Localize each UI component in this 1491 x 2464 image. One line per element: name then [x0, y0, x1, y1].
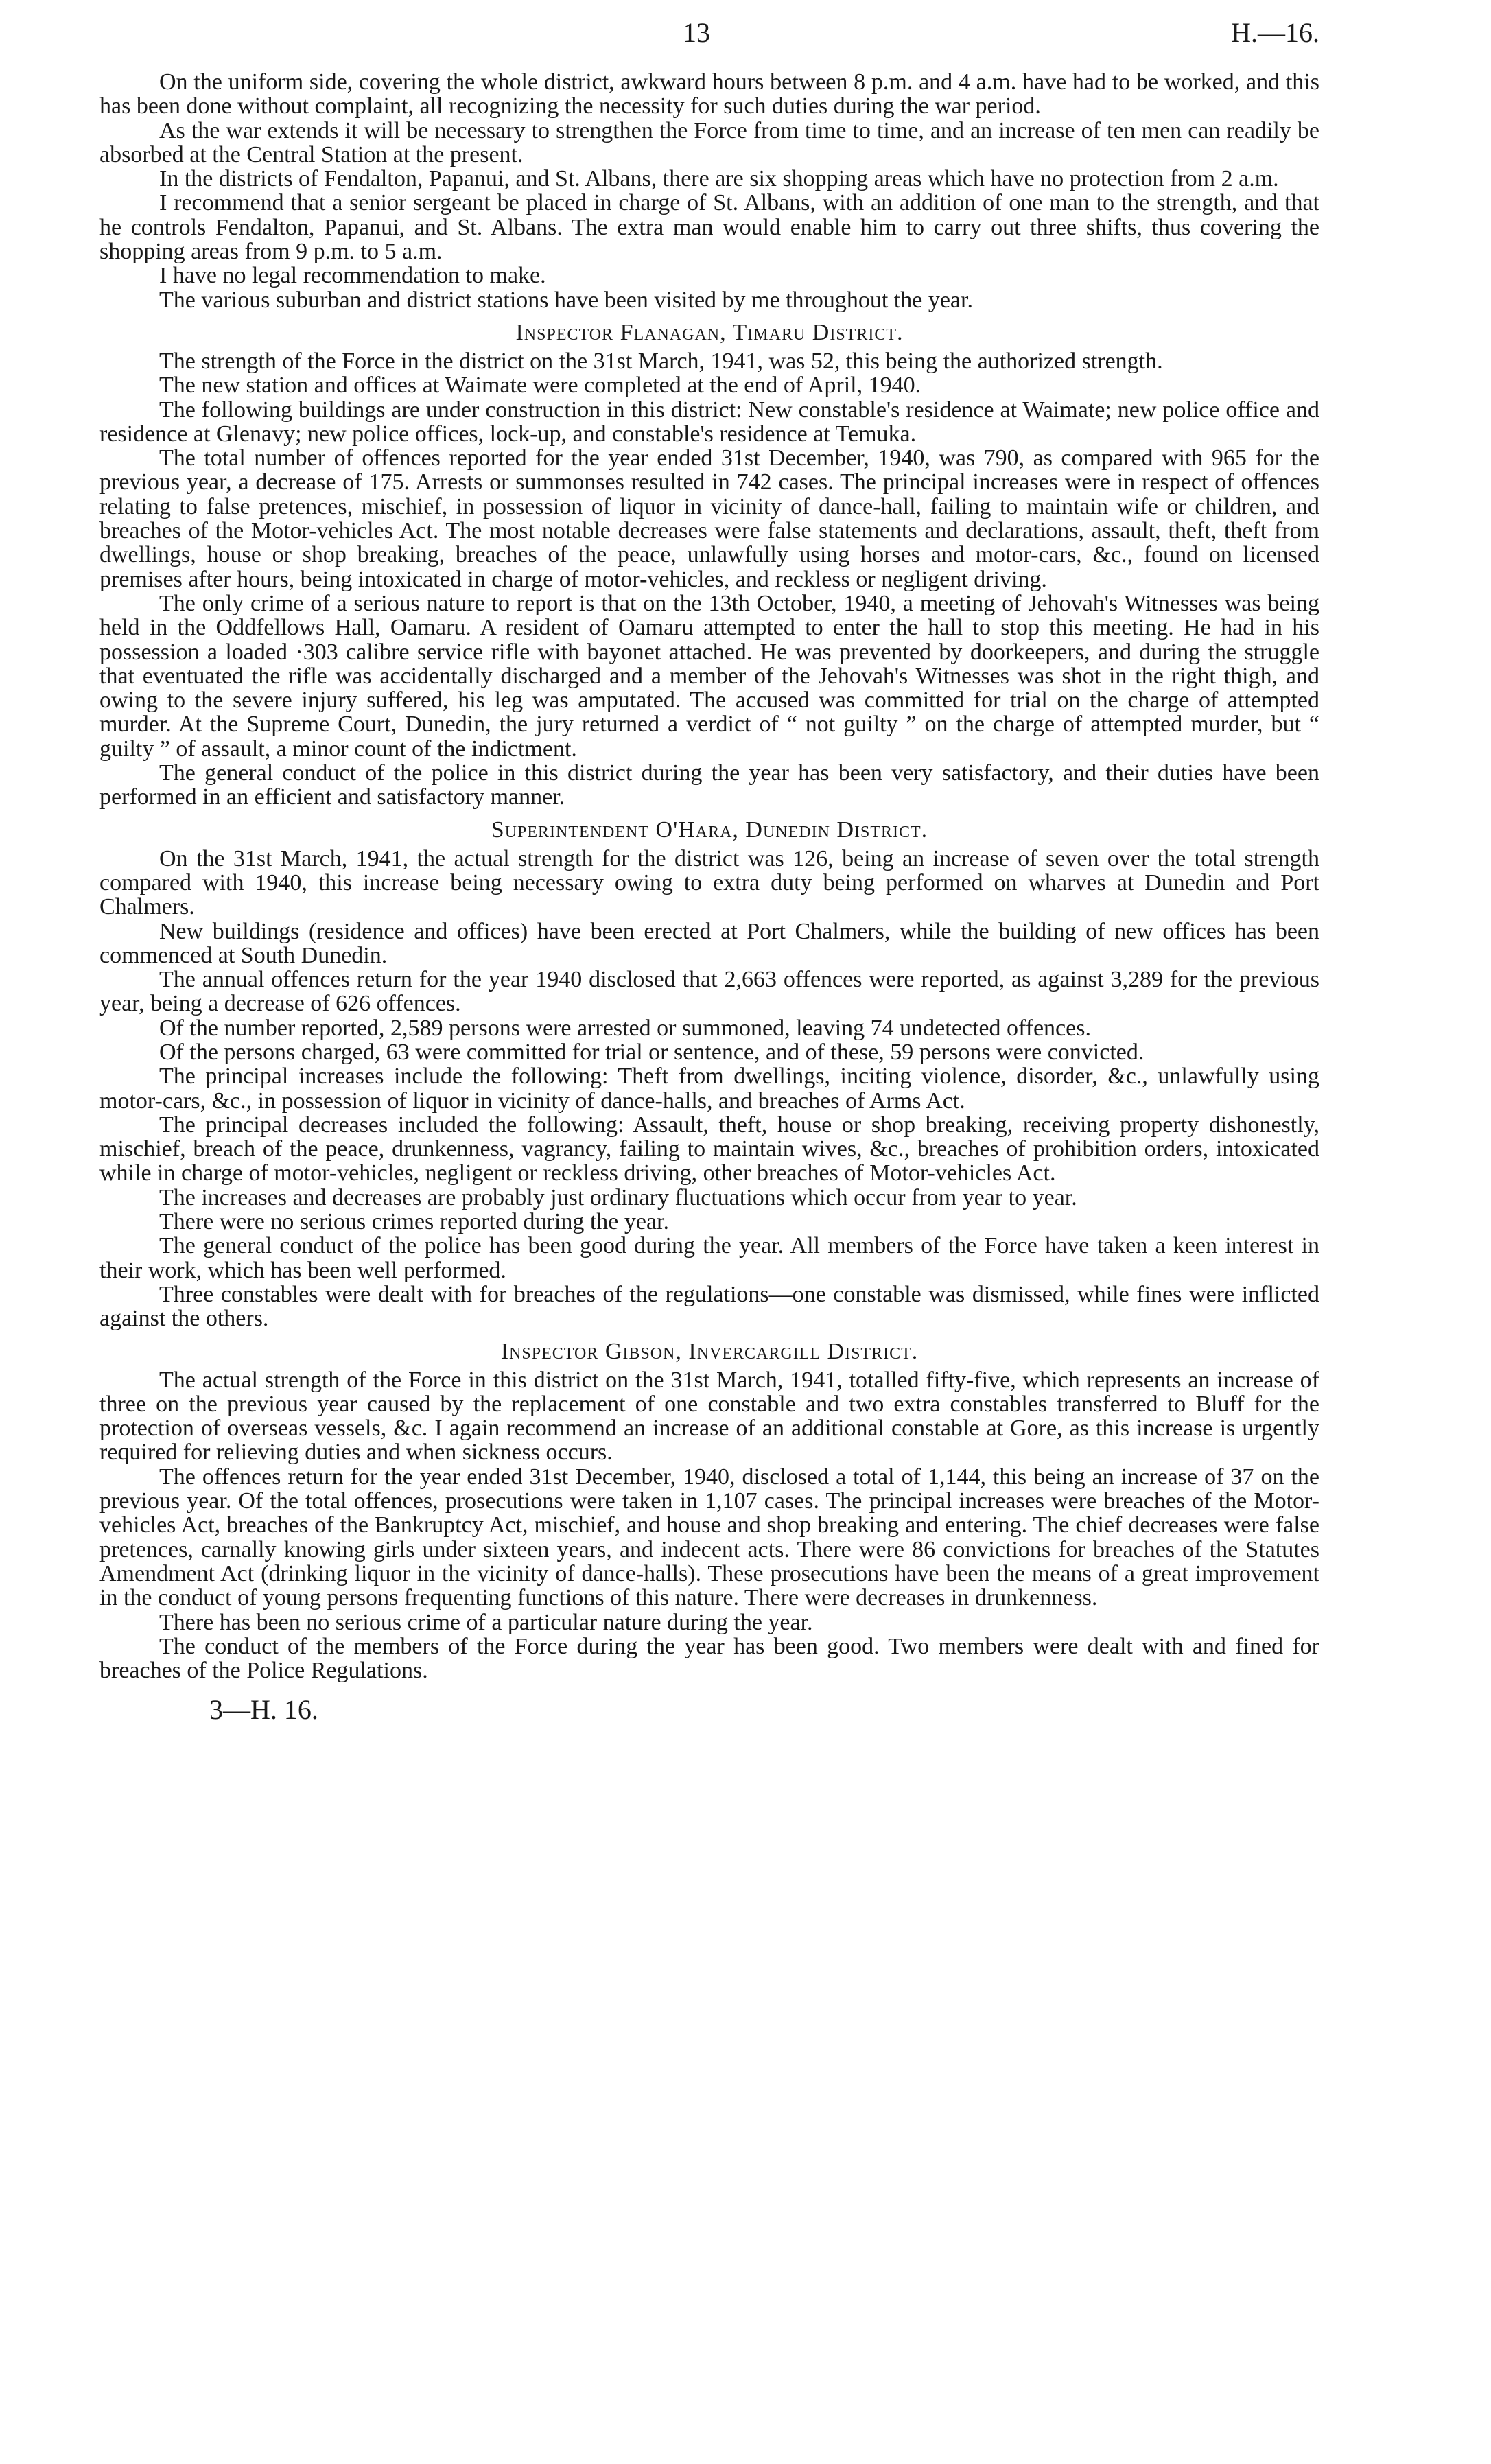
paragraph: The only crime of a serious nature to report is that on the 13th October, 1940, a meeting of Jehovah's Witnesses was being held in the Oddfellows Hall, Oamaru. A resident of Oamaru attempted to enter the hall to stop this meeting. He had in his possession a loaded ·303 calibre service rifle with bayonet attached. He was prevented by doorkeepers, and during the struggle that eventuated the rifle was accidentally discharged and a member of the Jehovah's Witnesses was shot in the right thigh, and owing to the severe injury suffered, his leg was amputated. The accused was committed for trial on the charge of attempted murder. At the Supreme Court, Dunedin, the jury returned a verdict of “ not guilty ” on the charge of attempted murder, but “ guilty ” of assault, a minor count of the indictment.	[99, 590, 1319, 762]
paragraph: New buildings (residence and offices) have been erected at Port Chalmers, while the building of new offices has been commenced at South Dunedin.	[99, 918, 1319, 968]
paragraph: Of the number reported, 2,589 persons were arrested or summoned, leaving 74 undetected offences.	[159, 1015, 1091, 1041]
section-heading: Inspector Gibson, Invercargill District.	[500, 1338, 919, 1364]
page-number: 13	[683, 17, 710, 48]
paragraph: The principal increases include the following: Theft from dwellings, inciting violence, disorder, &c., unlawfully using motor-cars, &c., in possession of liquor in vicinity of dance-halls, and breaches of Arms Act.	[99, 1064, 1319, 1114]
paragraph: On the uniform side, covering the whole district, awkward hours between 8 p.m. and 4 a.m. have had to be worked, and this has been done without complaint, all recognizing the necessity for such duties during the war period.	[99, 69, 1319, 119]
paragraph: Three constables were dealt with for breaches of the regulations—one constable was dismissed, while fines were inflicted against the others.	[99, 1281, 1319, 1332]
page-header	[99, 17, 1319, 70]
paragraph: The following buildings are under construction in this district: New constable's residence at Waimate; new police office and residence at Glenavy; new police offices, lock-up, and constable's residence at Temuka.	[99, 397, 1319, 447]
paragraph: The conduct of the members of the Force during the year has been good. Two members were dealt with and fined for breaches of the Police Regulations.	[99, 1633, 1319, 1684]
page-footer-signature: 3—H. 16.	[209, 1694, 318, 1726]
paragraph: The annual offences return for the year 1940 disclosed that 2,663 offences were reported, as against 3,289 for the previous year, being a decrease of 626 offences.	[99, 967, 1319, 1017]
paragraph: The offences return for the year ended 31st December, 1940, disclosed a total of 1,144, this being an increase of 37 on the previous year. Of the total offences, prosecutions were taken in 1,107 cases. The principal increases were breaches of the Motor-vehicles Act, breaches of the Bankruptcy Act, mischief, and house and shop breaking and entering. The chief decreases were false pretences, carnally knowing girls under sixteen years, and indecent acts. There were 86 convictions for breaches of the Statutes Amendment Act (drinking liquor in the vicinity of dance-halls). These prosecutions have been the means of a great improvement in the conduct of young persons frequenting functions of this nature. There were decreases in drunkenness.	[99, 1464, 1319, 1611]
section-invercargill	[99, 1339, 1319, 1683]
paragraph: The principal decreases included the following: Assault, theft, house or shop breaking, receiving property dishonestly, mischief, breach of the peace, drunkenness, vagrancy, failing to maintain wives, &c., breaches of prohibition orders, intoxicated while in charge of motor-vehicles, negligent or reckless driving, other breaches of Motor-vehicles Act.	[99, 1112, 1319, 1186]
section-heading: Superintendent O'Hara, Dunedin District.	[491, 817, 928, 843]
paragraph: As the war extends it will be necessary to strengthen the Force from time to time, and an increase of ten men can readily be absorbed at the Central Station at the present.	[99, 117, 1319, 167]
paragraph: I have no legal recommendation to make.	[159, 263, 546, 289]
paragraph: The actual strength of the Force in this district on the 31st March, 1941, totalled fifty-five, which represents an increase of three on the previous year caused by the replacement of one constable and two extra constables transferred to Bluff for the protection of overseas vessels, &c. I again recommend an increase of an additional constable at Gore, as this increase is urgently required for relieving duties and when sickness occurs.	[99, 1367, 1319, 1466]
paragraph: The increases and decreases are probably just ordinary fluctuations which occur from year to year.	[159, 1184, 1077, 1210]
paragraph: The various suburban and district stations have been visited by me throughout the year.	[159, 287, 973, 313]
paragraph: Of the persons charged, 63 were committed for trial or sentence, and of these, 59 persons were convicted.	[159, 1039, 1144, 1065]
paragraph: The strength of the Force in the district on the 31st March, 1941, was 52, this being the authorized strength.	[159, 348, 1163, 374]
paragraph: There were no serious crimes reported during the year.	[159, 1209, 669, 1235]
document-reference: H.—16.	[1231, 17, 1319, 48]
paragraph: There has been no serious crime of a particular nature during the year.	[159, 1609, 813, 1635]
section-timaru	[99, 320, 1319, 810]
intro-block	[99, 70, 1319, 312]
paragraph: I recommend that a senior sergeant be placed in charge of St. Albans, with an addition of one man to the strength, and that he controls Fendalton, Papanui, and St. Albans. The extra man would enable him to carry out three shifts, thus covering the shopping areas from 9 p.m. to 5 a.m.	[99, 190, 1319, 265]
section-heading: Inspector Flanagan, Timaru District.	[515, 319, 904, 345]
paragraph: The new station and offices at Waimate were completed at the end of April, 1940.	[159, 373, 921, 399]
paragraph: The general conduct of the police in this district during the year has been very satisfactory, and their duties have been performed in an efficient and satisfactory manner.	[99, 760, 1319, 810]
section-dunedin	[99, 818, 1319, 1331]
paragraph: On the 31st March, 1941, the actual strength for the district was 126, being an increase of seven over the total strength compared with 1940, this increase being necessary owing to extra duty being performed on wharves at Dunedin and Port Chalmers.	[99, 845, 1319, 920]
paragraph: In the districts of Fendalton, Papanui, and St. Albans, there are six shopping areas which have no protection from 2 a.m.	[159, 166, 1279, 192]
paragraph: The total number of offences reported for the year ended 31st December, 1940, was 790, as compared with 965 for the previous year, a decrease of 175. Arrests or summonses resulted in 742 cases. The principal increases were in respect of offences relating to false pretences, mischief, in possession of liquor in vicinity of dance-hall, failing to maintain wife or children, and breaches of the Motor-vehicles Act. The most notable decreases were false statements and declarations, assault, theft, theft from dwellings, house or shop breaking, breaches of the peace, unlawfully using horses and motor-cars, &c., found on licensed premises after hours, being intoxicated in charge of motor-vehicles, and reckless or negligent driving.	[99, 445, 1319, 592]
paragraph: The general conduct of the police has been good during the year. All members of the Force have taken a keen interest in their work, which has been well performed.	[99, 1233, 1319, 1283]
